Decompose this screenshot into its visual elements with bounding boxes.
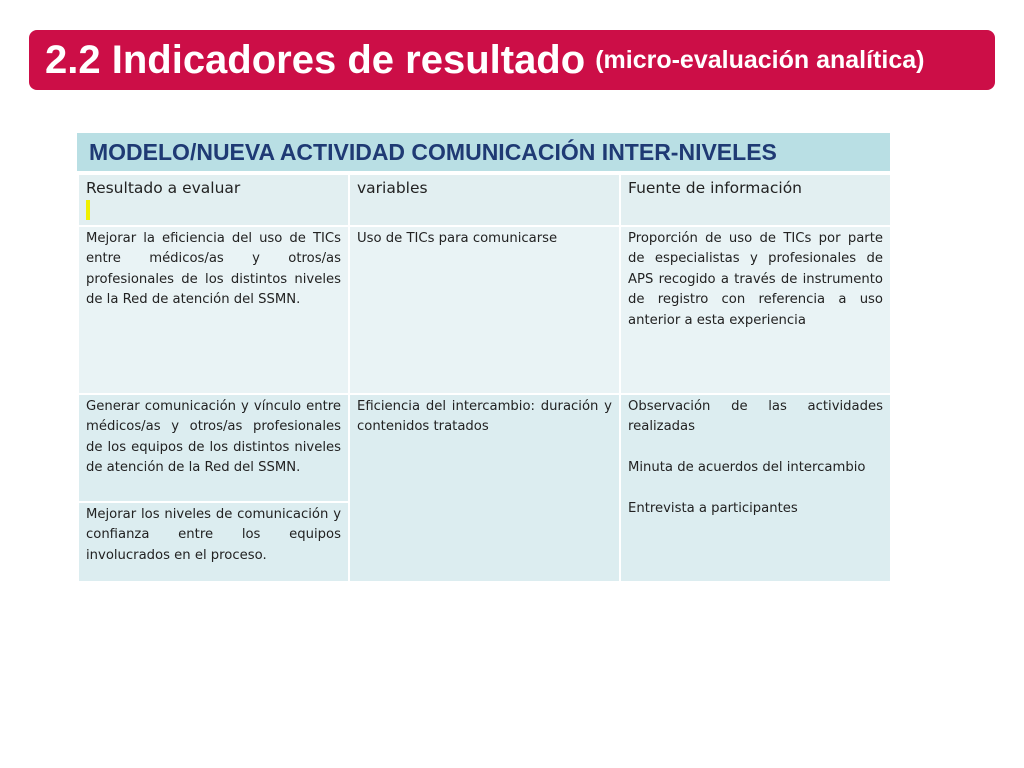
cell-resultado: Generar comunicación y vínculo entre médicos/as y otros/as profesionales de los equipos de los distintos niveles de atención de la Red del SSMN. (78, 394, 349, 502)
cell-resultado: Mejorar la eficiencia del uso de TICs entre médicos/as y otros/as profesionales de los distintos niveles de la Red de atención del SSMN. (78, 226, 349, 394)
column-header-label: variables (357, 179, 428, 197)
slide-title: 2.2 Indicadores de resultado (45, 37, 586, 82)
column-header-label: Fuente de información (628, 179, 802, 197)
indicators-table (77, 133, 890, 583)
text-cursor-marker (86, 200, 90, 220)
slide-subtitle: (micro-evaluación analítica) (595, 45, 925, 74)
table-header (77, 133, 890, 173)
table-row (78, 226, 891, 394)
title-bar (29, 30, 995, 90)
column-header-fuente (620, 174, 891, 226)
column-header-variables (349, 174, 620, 226)
fuente-item: Observación de las actividades realizadas (628, 399, 883, 435)
cell-variables: Eficiencia del intercambio: duración y contenidos tratados (349, 394, 620, 582)
table-row (78, 394, 891, 502)
table-body (77, 173, 892, 583)
cell-fuente: Proporción de uso de TICs por parte de especialistas y profesionales de APS recogido a través de instrumento de registro con referencia a uso anterior a esta experiencia (620, 226, 891, 394)
cell-fuente (620, 394, 891, 582)
fuente-item: Entrevista a participantes (628, 501, 798, 516)
column-header-label: Resultado a evaluar (86, 179, 241, 197)
table-header-title: MODELO/NUEVA ACTIVIDAD COMUNICACIÓN INTER-NIVELES (89, 138, 777, 165)
cell-resultado: Mejorar los niveles de comunicación y confianza entre los equipos involucrados en el proceso. (78, 502, 349, 582)
fuente-item: Minuta de acuerdos del intercambio (628, 460, 866, 476)
column-header-resultado (78, 174, 349, 226)
cell-variables: Uso de TICs para comunicarse (349, 226, 620, 394)
column-header-row (78, 174, 891, 226)
